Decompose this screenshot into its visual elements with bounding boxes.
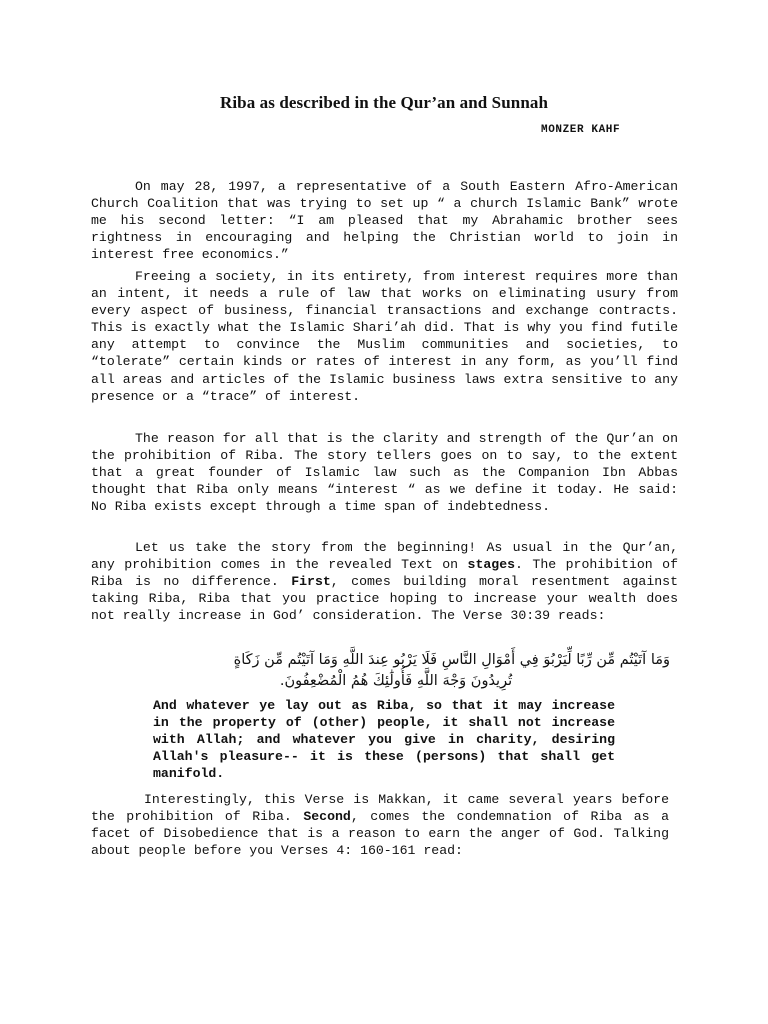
verse-arabic-line-1: وَمَا آتَيْتُم مِّن رِّبًا لِّيَرْبُوَ فِي أَمْوَالِ النَّاسِ فَلَا يَرْبُو عِندَ اللَّهِ وَمَا آتَيْتُم مِّن زَكَاةٍ: [233, 652, 670, 668]
emphasis-text: First: [291, 574, 331, 590]
emphasis-text: Second: [303, 809, 351, 825]
paragraph-text: , comes building moral resentment against taking Riba, Riba that you practice hoping to increase your wealth does not really increase in God’ consideration. The Verse 30:39 reads:: [91, 574, 678, 624]
page-title: Riba as described in the Qur’an and Sunnah: [219, 93, 549, 112]
paragraph-clarity: [91, 430, 678, 515]
paragraph-stages: [91, 539, 678, 624]
paragraph-text: Interestingly, this Verse is Makkan, it came several years before the prohibition of Riba.: [91, 792, 669, 825]
paragraph-text: , comes the condemnation of Riba as a facet of Disobedience that is a reason to earn the anger of God. Talking about people before you Verses 4: 160-161 read:: [91, 809, 669, 859]
paragraph-freeing-society: [91, 268, 678, 405]
paragraph-text: . The prohibition of Riba is no difference.: [91, 557, 678, 590]
paragraph-text: Let us take the story from the beginning! As usual in the Qur’an, any prohibition comes in the revealed Text on: [91, 540, 678, 573]
paragraph-text: The reason for all that is the clarity and strength of the Qur’an on the prohibition of Riba. The story tellers goes on to say, to the extent that a great founder of Islamic law such as the Companion Ibn Abbas thought that Riba only means “interest “ as we define it today. He said: No Riba exists except through a time span of indebtedness.: [91, 431, 678, 515]
verse-translation: And whatever ye lay out as Riba, so that it may increase in the property of (other) people, it shall not increase with Allah; and whatever you give in charity, desiring Allah's pleasure-- it is these (persons) that shall get manifold.: [153, 698, 615, 782]
paragraph-text: On may 28, 1997, a representative of a South Eastern Afro-American Church Coalition that was trying to set up “ a church Islamic Bank” wrote me his second letter: “I am pleased that my Abrahamic brother sees rightness in encouraging and helping the Christian world to join in interest free economics.”: [91, 179, 678, 263]
verse-arabic: [152, 650, 670, 692]
paragraph-makkan: [91, 791, 669, 859]
paragraph-text: Freeing a society, in its entirety, from interest requires more than an intent, it needs a rule of law that works on eliminating usury from every aspect of business, financial transactions and exchange contracts. This is exactly what the Islamic Shari’ah did. That is why you find futile any attempt to convince the Muslim communities and societies, to “tolerate” certain kinds or rates of interest in any form, as you’ll find all areas and articles of the Islamic business laws extra sensitive to any presence or a “trace” of interest.: [91, 269, 678, 404]
paragraph-intro: [91, 178, 678, 263]
author-name: MONZER KAHF: [541, 124, 621, 136]
verse-arabic-line-2: تُرِيدُونَ وَجْهَ اللَّهِ فَأُولَٰئِكَ هُمُ الْمُضْعِفُونَ.: [279, 673, 513, 689]
emphasis-text: stages: [467, 557, 516, 573]
